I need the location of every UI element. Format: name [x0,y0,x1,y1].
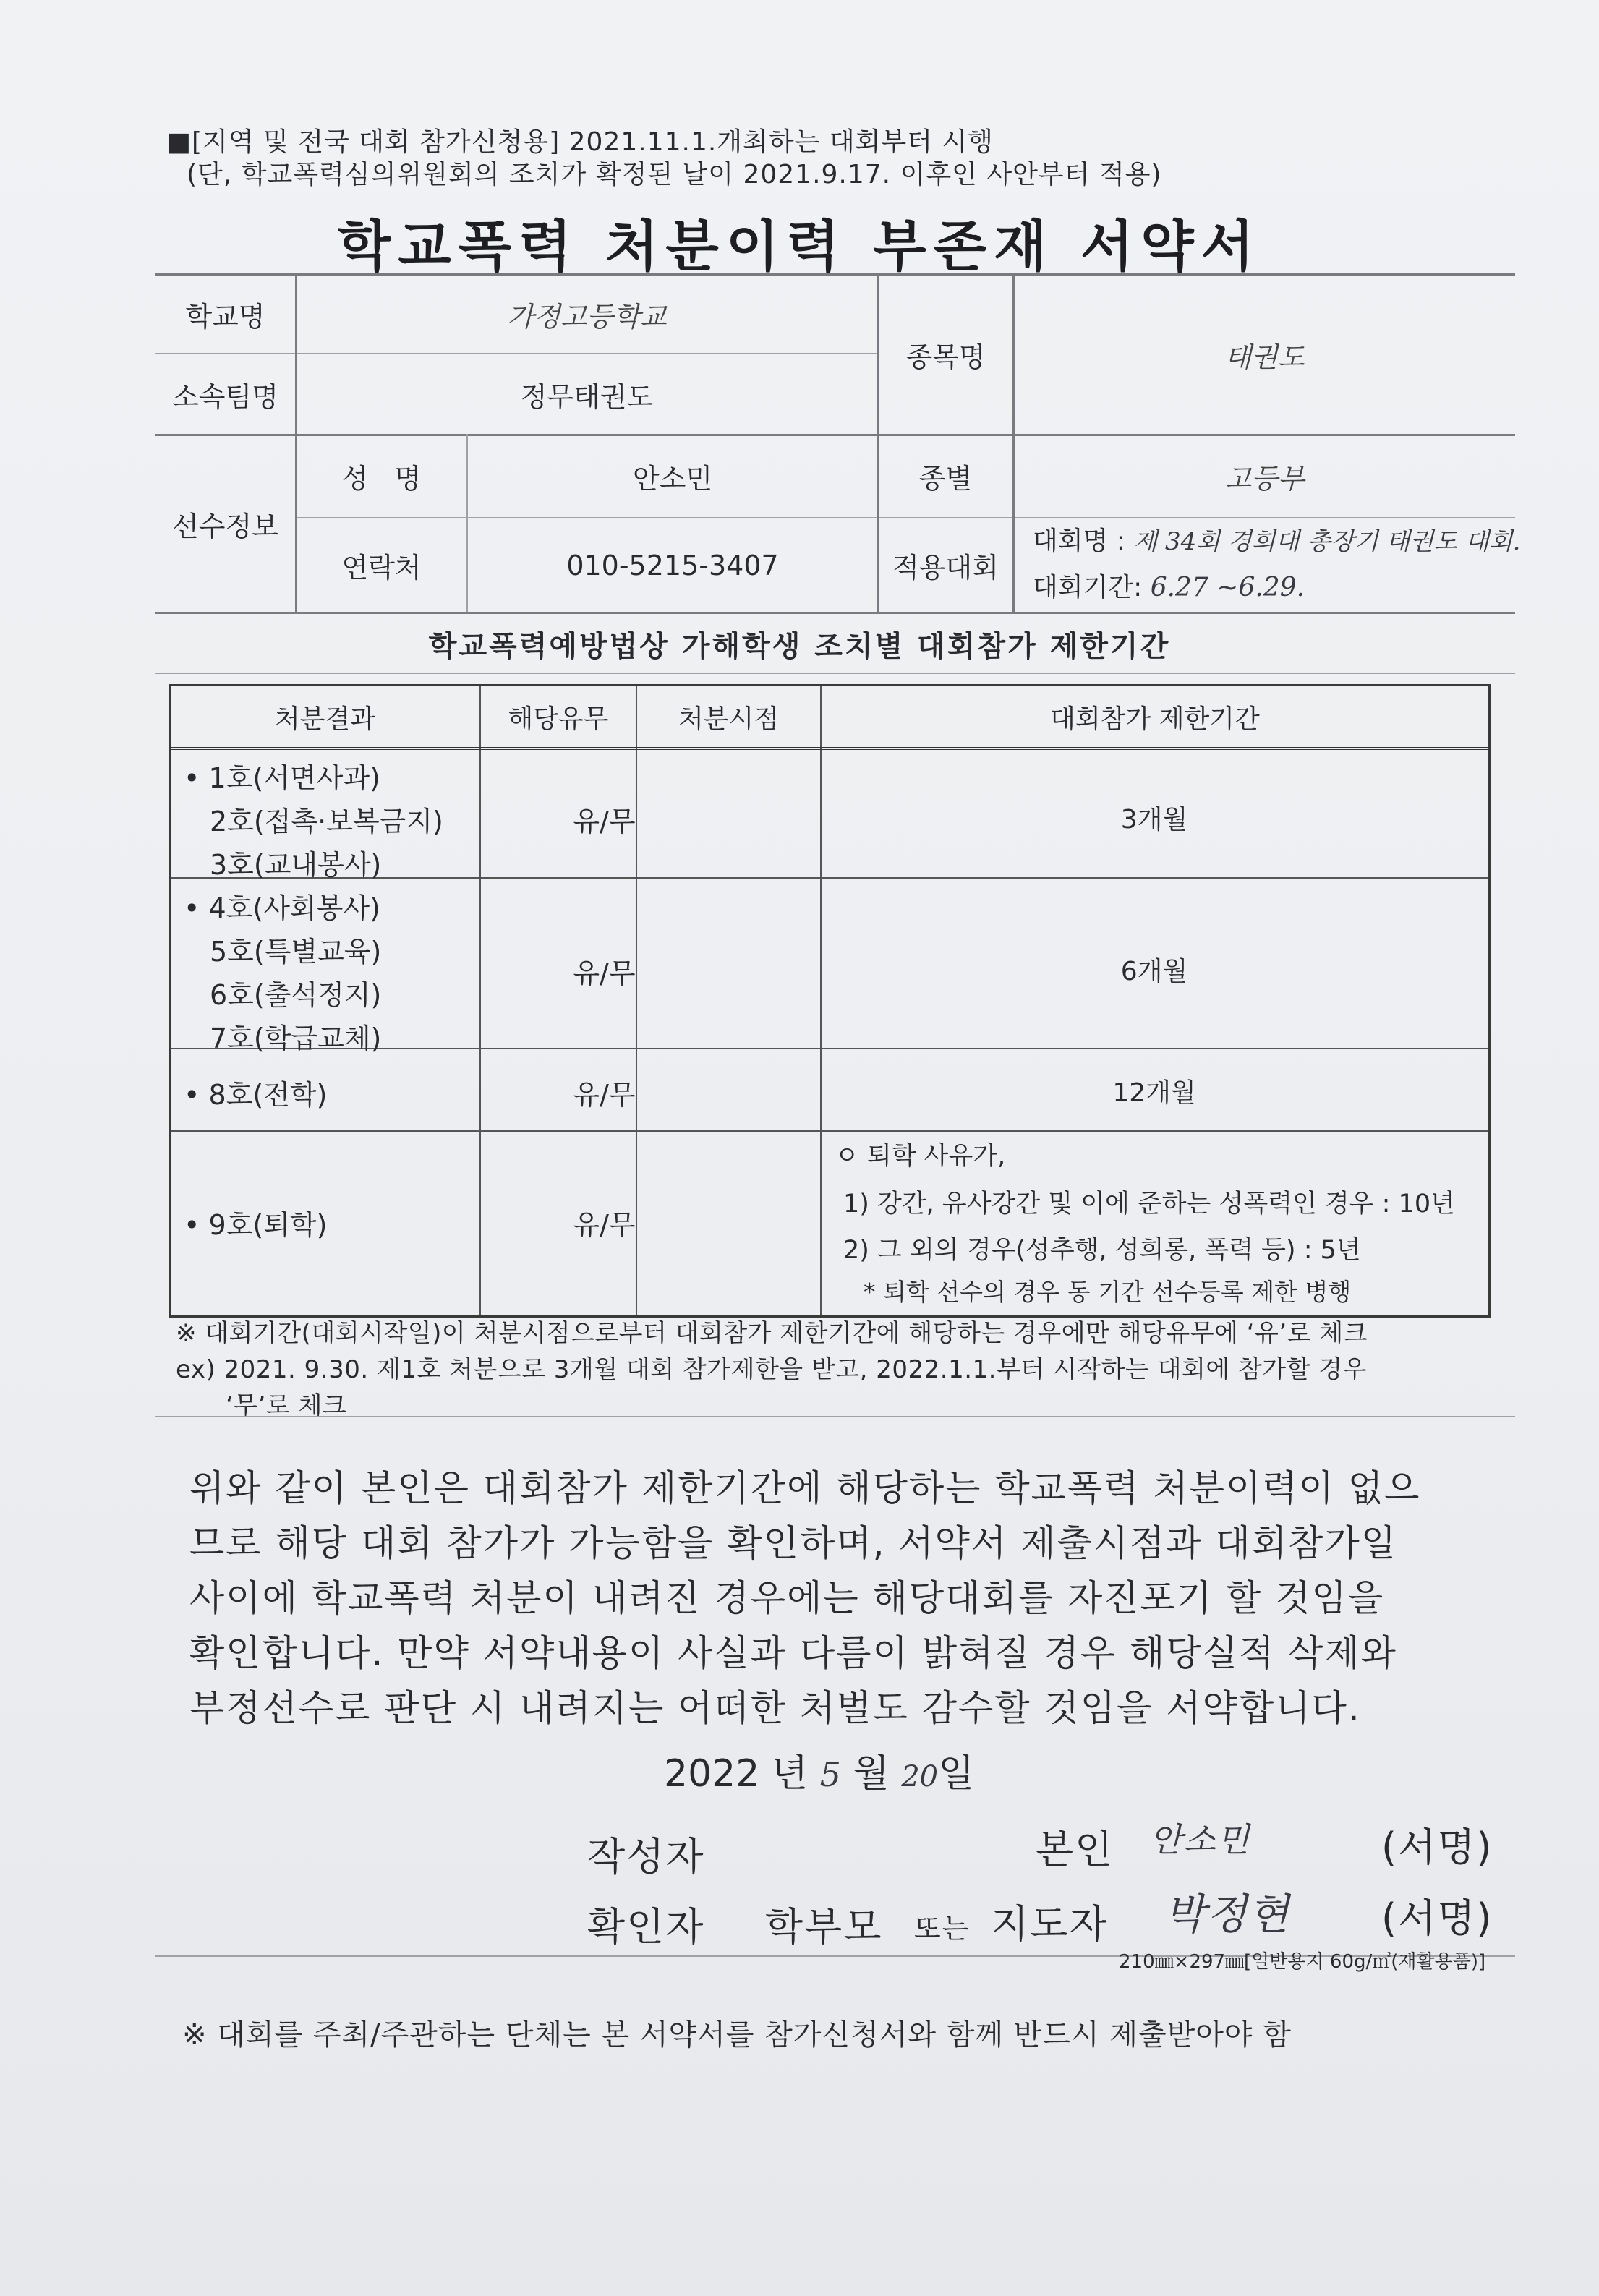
school-label: 학교명 [185,300,265,333]
subtitle-underline [155,673,1515,674]
team-label: 소속팀명 [172,380,278,413]
table-col-line-3 [820,686,822,1315]
applicable-row-1: 유/무 [573,806,636,837]
footer-note: ※ 대회를 주최/주관하는 단체는 본 서약서를 참가신청서와 함께 반드시 제출받아야 함 [182,2018,1292,2052]
expulsion-header: ㅇ 퇴학 사유가, [835,1142,1006,1171]
item-measure-4: • 4호(사회봉사) [184,892,380,924]
pledge-line-1: 위와 같이 본인은 대회참가 제한기간에 해당하는 학교폭력 처분이력이 없으 [189,1467,1421,1509]
item-measure-6: 6호(출석정지) [210,979,382,1011]
sport-value: 태권도 [1224,341,1305,373]
name-value: 안소민 [632,463,713,495]
info-bottom-border [155,612,1515,614]
notice-line-2: (단, 학교폭력심의위원회의 조치가 확정된 날이 2021.9.17. 이후인 사안부터 적용) [187,160,1162,189]
pledge-date [664,1743,974,1797]
competition-period-value: 6.27 ~6.29. [1150,573,1305,602]
period-row-3: 12개월 [1112,1078,1196,1108]
period-row-2: 6개월 [1120,957,1188,986]
self-label: 본인 [1036,1827,1114,1872]
competition-name-label: 대회명 : [1033,526,1125,556]
competition-label: 적용대회 [892,552,999,584]
date-day-unit: 일 [938,1752,975,1796]
restriction-subtitle: 학교폭력예방법상 가해학생 조치별 대회참가 제한기간 [428,630,1171,663]
sign-mark-2: (서명) [1381,1895,1493,1941]
date-year-unit: 년 [771,1752,809,1796]
restriction-table [169,684,1491,1318]
writer-label: 작성자 [587,1834,705,1879]
division-value: 고등부 [1224,463,1305,495]
parent-label: 학부모 [765,1904,883,1950]
school-value: 가정고등학교 [507,300,667,333]
confirmer-label: 확인자 [587,1904,705,1950]
item-measure-1: • 1호(서면사과) [184,762,380,794]
date-month: 5 [819,1755,841,1794]
header-applicable: 해당유무 [508,704,609,734]
paper-spec: 210㎜×297㎜[일반용지 60g/㎡(재활용품)] [1119,1951,1486,1973]
example-note-cont: ‘무’로 체크 [226,1391,347,1420]
pledge-line-3: 사이에 학교폭력 처분이 내려진 경우에는 해당대회를 자진포기 할 것임을 [189,1577,1385,1619]
table-col-line-1 [479,686,481,1315]
contact-label: 연락처 [341,552,422,584]
item-measure-9: • 9호(퇴학) [184,1209,328,1241]
expulsion-case-1: 1) 강간, 유사강간 및 이에 준하는 성폭력인 경우 : 10년 [843,1190,1455,1219]
or-label: 또는 [914,1913,971,1945]
name-label: 성 명 [341,463,422,495]
date-month-unit: 월 [853,1752,890,1796]
applicable-row-4: 유/무 [573,1209,636,1241]
player-info-label: 선수정보 [172,510,278,542]
header-disposition-date: 처분시점 [678,704,780,734]
contact-value: 010-5215-3407 [566,549,779,581]
check-note: ※ 대회기간(대회시작일)이 처분시점으로부터 대회참가 제한기간에 해당하는 경우에만 해당유무에 ‘유’로 체크 [176,1319,1368,1348]
header-restriction-period: 대회참가 제한기간 [1050,704,1260,734]
notice-line-1: ■[지역 및 전국 대회 참가신청용] 2021.11.1.개최하는 대회부터 시행 [166,127,994,157]
date-year: 2022 [664,1752,760,1796]
competition-name-row [1033,521,1520,558]
sport-label: 종목명 [905,341,986,373]
item-measure-5: 5호(특별교육) [210,936,382,968]
table-row-border-3 [171,1130,1488,1132]
item-measure-3: 3호(교내봉사) [210,849,382,881]
document-title: 학교폭력 처분이력 부존재 서약서 [337,214,1262,278]
notes-underline [155,1416,1515,1417]
item-measure-7: 7호(학급교체) [210,1023,382,1054]
sign-mark-1: (서명) [1381,1825,1493,1870]
expulsion-case-2: 2) 그 외의 경우(성추행, 성희롱, 폭력 등) : 5년 [843,1236,1361,1265]
item-measure-2: 2호(접촉·보복금지) [210,806,443,837]
self-signature: 안소민 [1150,1820,1251,1859]
expulsion-note: * 퇴학 선수의 경우 동 기간 선수등록 제한 병행 [864,1278,1352,1306]
team-value: 정무태권도 [520,380,654,413]
competition-name-value: 제 34회 경희대 총장기 태권도 대회. [1133,527,1521,556]
division-label: 종별 [918,463,973,495]
item-measure-8: • 8호(전학) [184,1079,328,1111]
header-result: 처분결과 [274,704,376,734]
period-row-1: 3개월 [1120,805,1188,835]
applicable-row-2: 유/무 [573,957,636,989]
pledge-line-5: 부정선수로 판단 시 내려지는 어떠한 처벌도 감수할 것임을 서약합니다. [189,1687,1361,1729]
applicable-row-3: 유/무 [573,1079,636,1111]
example-note: ex) 2021. 9.30. 제1호 처분으로 3개월 대회 참가제한을 받고, 2022.1.1.부터 시작하는 대회에 참가할 경우 [176,1355,1367,1384]
coach-label: 지도자 [991,1901,1109,1947]
competition-period-row [1033,567,1305,604]
table-header-border [171,747,1488,750]
pledge-line-4: 확인합니다. 만약 서약내용이 사실과 다름이 밝혀질 경우 해당실적 삭제와 [189,1632,1398,1674]
coach-signature: 박정현 [1164,1890,1291,1939]
pledge-line-2: 므로 해당 대회 참가가 가능함을 확인하며, 서약서 제출시점과 대회참가일 [189,1522,1398,1564]
date-day: 20 [901,1760,939,1793]
competition-period-label: 대회기간: [1033,573,1143,602]
